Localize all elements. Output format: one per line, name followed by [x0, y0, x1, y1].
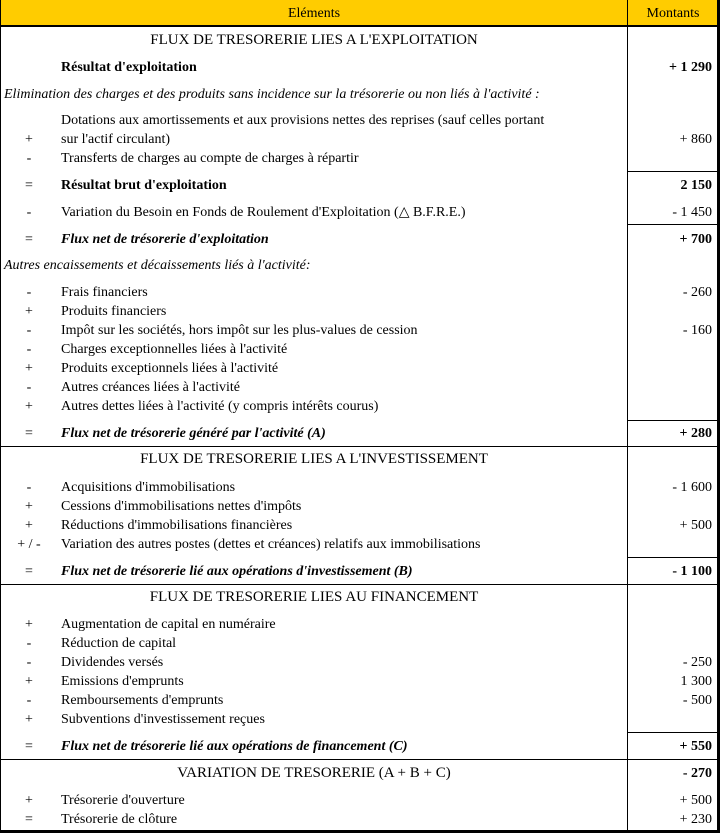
row-label: Résultat brut d'exploitation	[61, 178, 227, 193]
row-sign: -	[26, 480, 32, 495]
table-row	[0, 791, 718, 810]
table-row	[0, 653, 718, 672]
row-sign: +	[25, 304, 33, 319]
row-label: Produits exceptionnels liées à l'activité	[61, 361, 279, 376]
subtotal-row	[0, 176, 718, 195]
row-sign: +	[25, 518, 33, 533]
row-label: Remboursements d'emprunts	[61, 693, 224, 708]
row-label: Autres dettes liées à l'activité (y compris intérêts courus)	[61, 399, 379, 414]
row-value: + 550	[679, 739, 712, 754]
total-row	[0, 737, 718, 756]
row-label: Produits financiers	[61, 304, 167, 319]
row-sign: +	[25, 499, 33, 514]
row-label: Flux net de trésorerie généré par l'activité (A)	[61, 426, 326, 441]
section-title: FLUX DE TRESORERIE LIES A L'INVESTISSEMENT	[140, 451, 488, 467]
table-row	[0, 497, 718, 516]
row-sign: =	[25, 426, 33, 441]
row-label: Résultat d'exploitation	[61, 60, 197, 75]
row-value: - 270	[682, 766, 712, 781]
note-row	[0, 256, 718, 275]
section-title: VARIATION DE TRESORERIE (A + B + C)	[177, 765, 451, 781]
section-exploitation-title-row	[0, 31, 718, 50]
table-row	[0, 302, 718, 321]
subtotal-line	[627, 732, 718, 733]
row-value: - 250	[682, 655, 712, 670]
table-header	[0, 0, 720, 27]
row-label: Flux net de trésorerie d'exploitation	[61, 232, 269, 247]
total-row	[0, 424, 718, 443]
row-sign: -	[26, 693, 32, 708]
row-sign: =	[25, 564, 33, 579]
row-label: Acquisitions d'immobilisations	[61, 480, 236, 495]
row-value: 2 150	[680, 178, 712, 193]
row-sign: -	[26, 205, 32, 220]
table-row	[0, 111, 718, 130]
row-value: - 160	[682, 323, 712, 338]
row-value: + 500	[679, 518, 712, 533]
table-row	[0, 321, 718, 340]
row-value: - 1 450	[672, 205, 712, 220]
table-row	[0, 810, 718, 829]
table-row	[0, 149, 718, 168]
table-row	[0, 516, 718, 535]
table-row	[0, 340, 718, 359]
row-sign: =	[25, 232, 33, 247]
table-row	[0, 634, 718, 653]
row-sign: =	[25, 178, 33, 193]
elimination-note: Elimination des charges et des produits sans incidence sur la trésorerie ou non liés à l'activité :	[4, 87, 540, 102]
section-title: FLUX DE TRESORERIE LIES AU FINANCEMENT	[149, 589, 479, 605]
table-row	[0, 359, 718, 378]
note-row	[0, 85, 718, 104]
row-label: Flux net de trésorerie lié aux opérations d'investissement (B)	[61, 564, 413, 579]
row-value: + 230	[679, 812, 712, 827]
header-amounts: Montants	[646, 5, 700, 21]
autres-note: Autres encaissements et décaissements liés à l'activité:	[4, 258, 311, 273]
row-label: Cessions d'immobilisations nettes d'impôts	[61, 499, 302, 514]
row-label: Frais financiers	[61, 285, 148, 300]
table-row	[0, 130, 718, 149]
table-row	[0, 672, 718, 691]
section-title: FLUX DE TRESORERIE LIES A L'EXPLOITATION	[150, 32, 478, 48]
row-value: + 700	[679, 232, 712, 247]
section-divider	[0, 446, 718, 447]
subtotal-line	[627, 557, 718, 558]
subtotal-line	[627, 420, 718, 421]
row-sign: =	[25, 812, 33, 827]
variation-title-row	[0, 764, 718, 783]
row-sign: =	[25, 739, 33, 754]
row-sign: -	[26, 323, 32, 338]
subtotal-row	[0, 230, 718, 249]
section-divider	[0, 584, 718, 585]
table-row	[0, 283, 718, 302]
row-label: Dotations aux amortissements et aux provisions nettes des reprises (sauf celles portant	[61, 113, 545, 128]
section-divider	[0, 759, 718, 760]
row-label: Trésorerie de clôture	[61, 812, 178, 827]
row-value: + 1 290	[669, 60, 712, 75]
row-value: - 500	[682, 693, 712, 708]
row-sign: -	[26, 151, 32, 166]
row-sign: +	[25, 793, 33, 808]
row-label: Transferts de charges au compte de charges à répartir	[61, 151, 359, 166]
row-sign: +	[25, 674, 33, 689]
row-label: Réductions d'immobilisations financières	[61, 518, 293, 533]
header-elements: Eléments	[287, 5, 341, 21]
row-sign: + / -	[17, 537, 41, 552]
table-row	[0, 58, 718, 77]
table-row	[0, 710, 718, 729]
row-sign: -	[26, 342, 32, 357]
table-row	[0, 478, 718, 497]
table-row	[0, 203, 718, 222]
row-sign: -	[26, 655, 32, 670]
row-sign: +	[25, 712, 33, 727]
total-row	[0, 562, 718, 581]
row-label: Réduction de capital	[61, 636, 177, 651]
subtotal-line	[627, 171, 718, 172]
row-label: Variation des autres postes (dettes et créances) relatifs aux immobilisations	[61, 537, 481, 552]
row-label: Impôt sur les sociétés, hors impôt sur les plus-values de cession	[61, 323, 418, 338]
table-row	[0, 378, 718, 397]
row-label: Emissions d'emprunts	[61, 674, 184, 689]
row-value: - 1 600	[672, 480, 712, 495]
row-value: + 500	[679, 793, 712, 808]
row-label: sur l'actif circulant)	[61, 132, 171, 147]
row-sign: +	[25, 132, 33, 147]
row-label: Charges exceptionnelles liées à l'activité	[61, 342, 288, 357]
row-value: - 260	[682, 285, 712, 300]
row-label: Trésorerie d'ouverture	[61, 793, 185, 808]
row-value: + 280	[679, 426, 712, 441]
row-label: Autres créances liées à l'activité	[61, 380, 240, 395]
table-row	[0, 691, 718, 710]
row-label: Dividendes versés	[61, 655, 164, 670]
table-row	[0, 397, 718, 416]
row-sign: -	[26, 380, 32, 395]
row-label: Augmentation de capital en numéraire	[61, 617, 276, 632]
row-sign: +	[25, 361, 33, 376]
row-sign: -	[26, 636, 32, 651]
subtotal-line	[627, 224, 718, 225]
table-row	[0, 535, 718, 554]
table-row	[0, 615, 718, 634]
row-label: Subventions d'investissement reçues	[61, 712, 265, 727]
row-value: + 860	[679, 132, 712, 147]
row-value: - 1 100	[672, 564, 712, 579]
section-financement-title-row	[0, 588, 718, 607]
row-label: Variation du Besoin en Fonds de Roulement d'Exploitation (△ B.F.R.E.)	[61, 205, 466, 220]
row-label: Flux net de trésorerie lié aux opérations de financement (C)	[61, 739, 408, 754]
row-value: 1 300	[680, 674, 712, 689]
row-sign: +	[25, 617, 33, 632]
row-sign: -	[26, 285, 32, 300]
row-sign: +	[25, 399, 33, 414]
section-investissement-title-row	[0, 450, 718, 469]
